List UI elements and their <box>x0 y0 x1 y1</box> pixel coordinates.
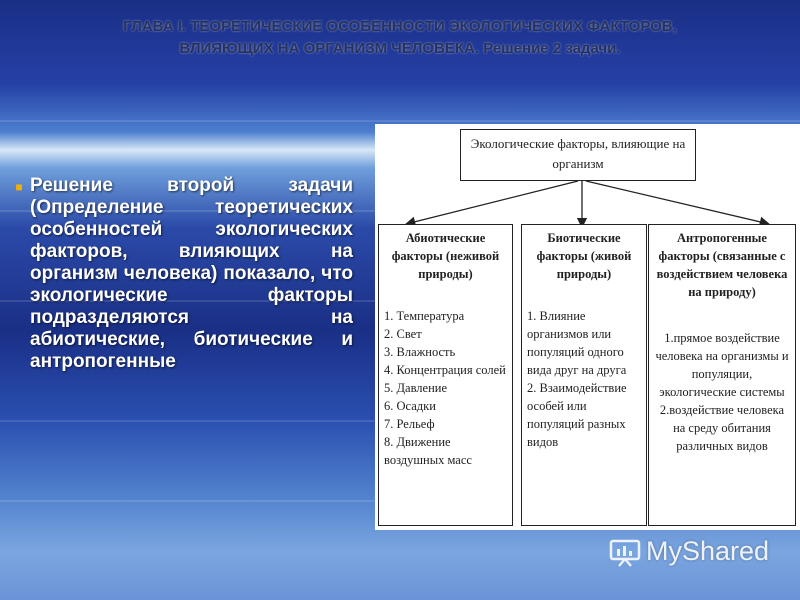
slide-title-line1: ГЛАВА I. ТЕОРЕТИЧЕСКИЕ ОСОБЕННОСТИ ЭКОЛОГИЧЕСКИХ ФАКТОРОВ, <box>123 18 677 35</box>
bullet-square-icon: ■ <box>15 180 23 194</box>
column-heading: Биотические факторы (живой природы) <box>536 231 632 281</box>
list-item: 4. Концентрация солей <box>384 363 506 377</box>
connector-right <box>586 181 765 223</box>
list-item: 6. Осадки <box>384 399 436 413</box>
list-item: 1. Влияние организмов или популяций одного вида друг на друга <box>527 309 627 377</box>
list-item: 2. Взаимодействие особей или популяций разных видов <box>527 381 627 449</box>
list-item: 5. Давление <box>384 381 448 395</box>
list-item: 1.прямое воздействие человека на организмы и популяции, экологические системы <box>655 331 789 399</box>
bullet-text: Решение второй задачи (Определение теоретических особенностей экологических факторов, влияющих на организм человека) показало, что экологические факторы подразделяются на абиотические, биотические и антропогенные <box>30 175 353 372</box>
column-heading: Антропогенные факторы (связанные с воздействием человека на природу) <box>656 231 788 299</box>
connector-left <box>410 181 578 223</box>
slide-title <box>40 16 760 60</box>
bullet-item <box>8 175 353 373</box>
list-item: 2. Свет <box>384 327 422 341</box>
slide-title-line2: ВЛИЯЮЩИХ НА ОРГАНИЗМ ЧЕЛОВЕКА. Решение 2 задачи. <box>179 40 621 57</box>
abiotic-column <box>378 224 513 526</box>
factors-diagram <box>375 124 800 530</box>
anthropogenic-column <box>648 224 796 526</box>
watermark-text: MyShared <box>646 536 770 566</box>
biotic-column <box>521 224 647 526</box>
list-item: 7. Рельеф <box>384 417 435 431</box>
list-item: 3. Влажность <box>384 345 456 359</box>
diagram-top-box: Экологические факторы, влияющие на организм <box>460 129 696 181</box>
presentation-board-icon <box>608 537 642 567</box>
list-item: 8. Движение воздушных масс <box>384 435 472 467</box>
list-item: 2.воздействие человека на среду обитания различных видов <box>659 403 785 453</box>
watermark-logo <box>608 536 769 567</box>
column-heading: Абиотические факторы (неживой природы) <box>391 231 500 281</box>
list-item: 1. Температура <box>384 309 465 323</box>
